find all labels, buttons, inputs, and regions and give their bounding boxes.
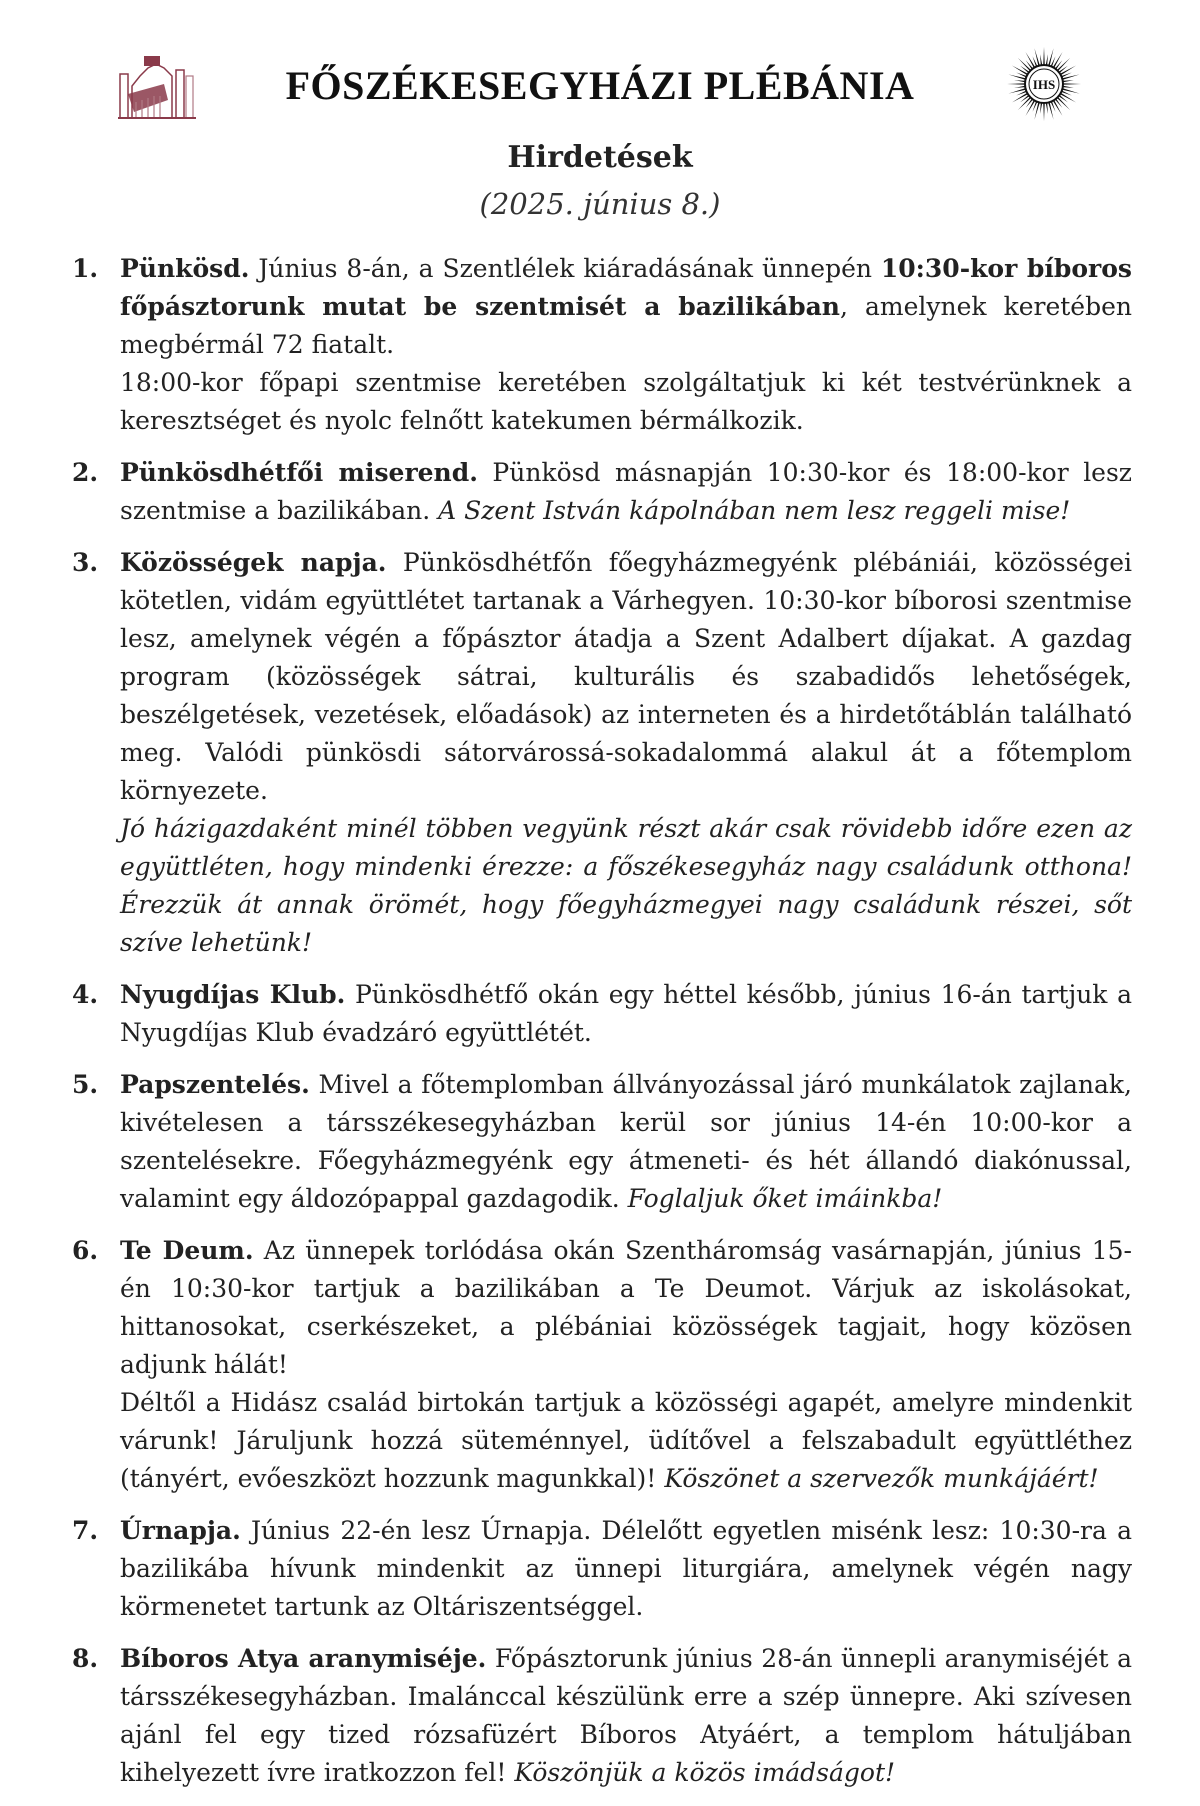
document-date: (2025. június 8.)	[479, 187, 721, 221]
item-text: Június 8-án, a Szentlélek kiáradásának ünnepén	[249, 254, 881, 283]
announcement-item	[68, 1512, 1132, 1626]
item-number: 8.	[72, 1644, 99, 1673]
item-text: Pünkösd másnapján 10:30-kor és 18:00-kor lesz szentmise a bazilikában.	[120, 458, 1132, 525]
announcement-item	[68, 1066, 1132, 1218]
sunburst-ray	[1062, 83, 1081, 85]
announcement-item	[68, 454, 1132, 530]
item-italic-note: A Szent István kápolnában nem lesz reggeli mise!	[438, 496, 1071, 525]
ihs-monogram: IHS	[1032, 77, 1056, 92]
item-heading: Pünkösd.	[120, 254, 250, 283]
item-text: Az ünnepek torlódása okán Szentháromság vasárnapján, június 15-én 10:30-kor tartjuk a bazilikában a Te Deumot. Várjuk az iskolásokat, hittanosokat, cserkészeket, a plébániai közösségek tagjait, hogy közösen adjunk hálát!	[120, 1236, 1132, 1379]
organization-title: FŐSZÉKESEGYHÁZI PLÉBÁNIA	[285, 63, 915, 108]
announcement-item	[68, 976, 1132, 1052]
page-header	[0, 40, 1200, 130]
announcement-item	[68, 544, 1132, 962]
document-title: Hirdetések	[507, 140, 693, 175]
item-heading: Nyugdíjas Klub.	[120, 980, 346, 1009]
sunburst-ray	[1043, 47, 1045, 66]
item-heading: Bíboros Atya aranymiséje.	[120, 1644, 487, 1673]
item-heading: Úrnapja.	[120, 1516, 241, 1545]
item-heading: Közösségek napja.	[120, 548, 387, 577]
item-paragraph: 18:00-kor főpapi szentmise keretében szolgáltatjuk ki két testvérünknek a keresztséget és nyolc felnőtt katekumen bérmálkozik.	[120, 368, 1132, 435]
item-italic-note: Foglaljuk őket imáinkba!	[627, 1184, 943, 1213]
item-italic-note: Köszönet a szervezők munkájáért!	[664, 1464, 1099, 1493]
item-heading: Te Deum.	[120, 1236, 254, 1265]
announcement-item	[68, 1232, 1132, 1498]
item-heading: Pünkösdhétfői miserend.	[120, 458, 478, 487]
item-number: 3.	[72, 548, 99, 577]
announcement-item	[68, 250, 1132, 440]
item-italic-note: Köszönjük a közös imádságot!	[514, 1758, 896, 1787]
item-number: 6.	[72, 1236, 99, 1265]
announcement-list	[68, 250, 1132, 1806]
sunburst-ray	[1007, 83, 1026, 85]
item-text: , amelynek keretében megbérmál 72 fiatalt.	[120, 292, 1132, 359]
item-text: Pünkösdhétfő okán egy héttel később, június 16-án tartjuk a Nyugdíjas Klub évadzáró együttlétét.	[120, 980, 1132, 1047]
item-paragraph: Déltől a Hidász család birtokán tartjuk a közösségi agapét, amelyre mindenkit várunk! Járuljunk hozzá süteménnyel, üdítővel a felszabadult együttléthez (tányért, evőeszközt hozzunk magunkkal)!	[120, 1388, 1132, 1493]
item-emphasis: 10:30-kor bíboros főpásztorunk mutat be szentmisét a bazilikában	[120, 254, 1132, 321]
item-number: 4.	[72, 980, 99, 1009]
item-number: 1.	[72, 254, 99, 283]
item-number: 7.	[72, 1516, 99, 1545]
ihs-sunburst-icon	[1006, 46, 1082, 122]
item-text: Pünkösdhétfőn főegyházmegyénk plébániái, közösségei kötetlen, vidám együttlétet tartanak a Várhegyen. 10:30-kor bíborosi szentmise lesz, amelynek végén a főpásztor átadja a Szent Adalbert díjakat. A gazdag program (közösségek sátrai, kulturális és szabadidős lehetőségek, beszélgetések, vezetések, előadások) az interneten és a hirdetőtáblán található meg. Valódi pünkösdi sátorvárossá-sokadalommá alakul át a főtemplom környezete.	[120, 548, 1132, 805]
item-number: 2.	[72, 458, 99, 487]
item-number: 5.	[72, 1070, 99, 1099]
item-italic-note: Jó házigazdaként minél többen vegyünk részt akár csak rövidebb időre ezen az együttléten, hogy mindenki érezze: a főszékesegyház nagy családunk otthona! Érezzük át annak örömét, hogy főegyházmegyei nagy családunk részei, sőt szíve lehetünk!	[120, 814, 1132, 957]
item-text: Mivel a főtemplomban állványozással járó munkálatok zajlanak, kivételesen a társszékesegyházban kerül sor június 14-én 10:00-kor a szentelésekre. Főegyházmegyénk egy átmeneti- és hét állandó diakónussal, valamint egy áldozópappal gazdagodik.	[120, 1070, 1132, 1213]
item-text: Főpásztorunk június 28-án ünnepli aranymiséjét a társszékesegyházban. Imalánccal készülünk erre a szép ünnepre. Aki szívesen ajánl fel egy tized rózsafüzért Bíboros Atyáért, a templom hátuljában kihelyezett ívre iratkozzon fel!	[120, 1644, 1132, 1787]
item-heading: Papszentelés.	[120, 1070, 310, 1099]
sunburst-ray	[1043, 102, 1045, 121]
item-text: Június 22-én lesz Úrnapja. Délelőtt egyetlen misénk lesz: 10:30-ra a bazilikába hívunk mindenkit az ünnepi liturgiára, amelynek végén nagy körmenetet tartunk az Oltáriszentséggel.	[120, 1516, 1132, 1621]
announcement-item	[68, 1640, 1132, 1792]
